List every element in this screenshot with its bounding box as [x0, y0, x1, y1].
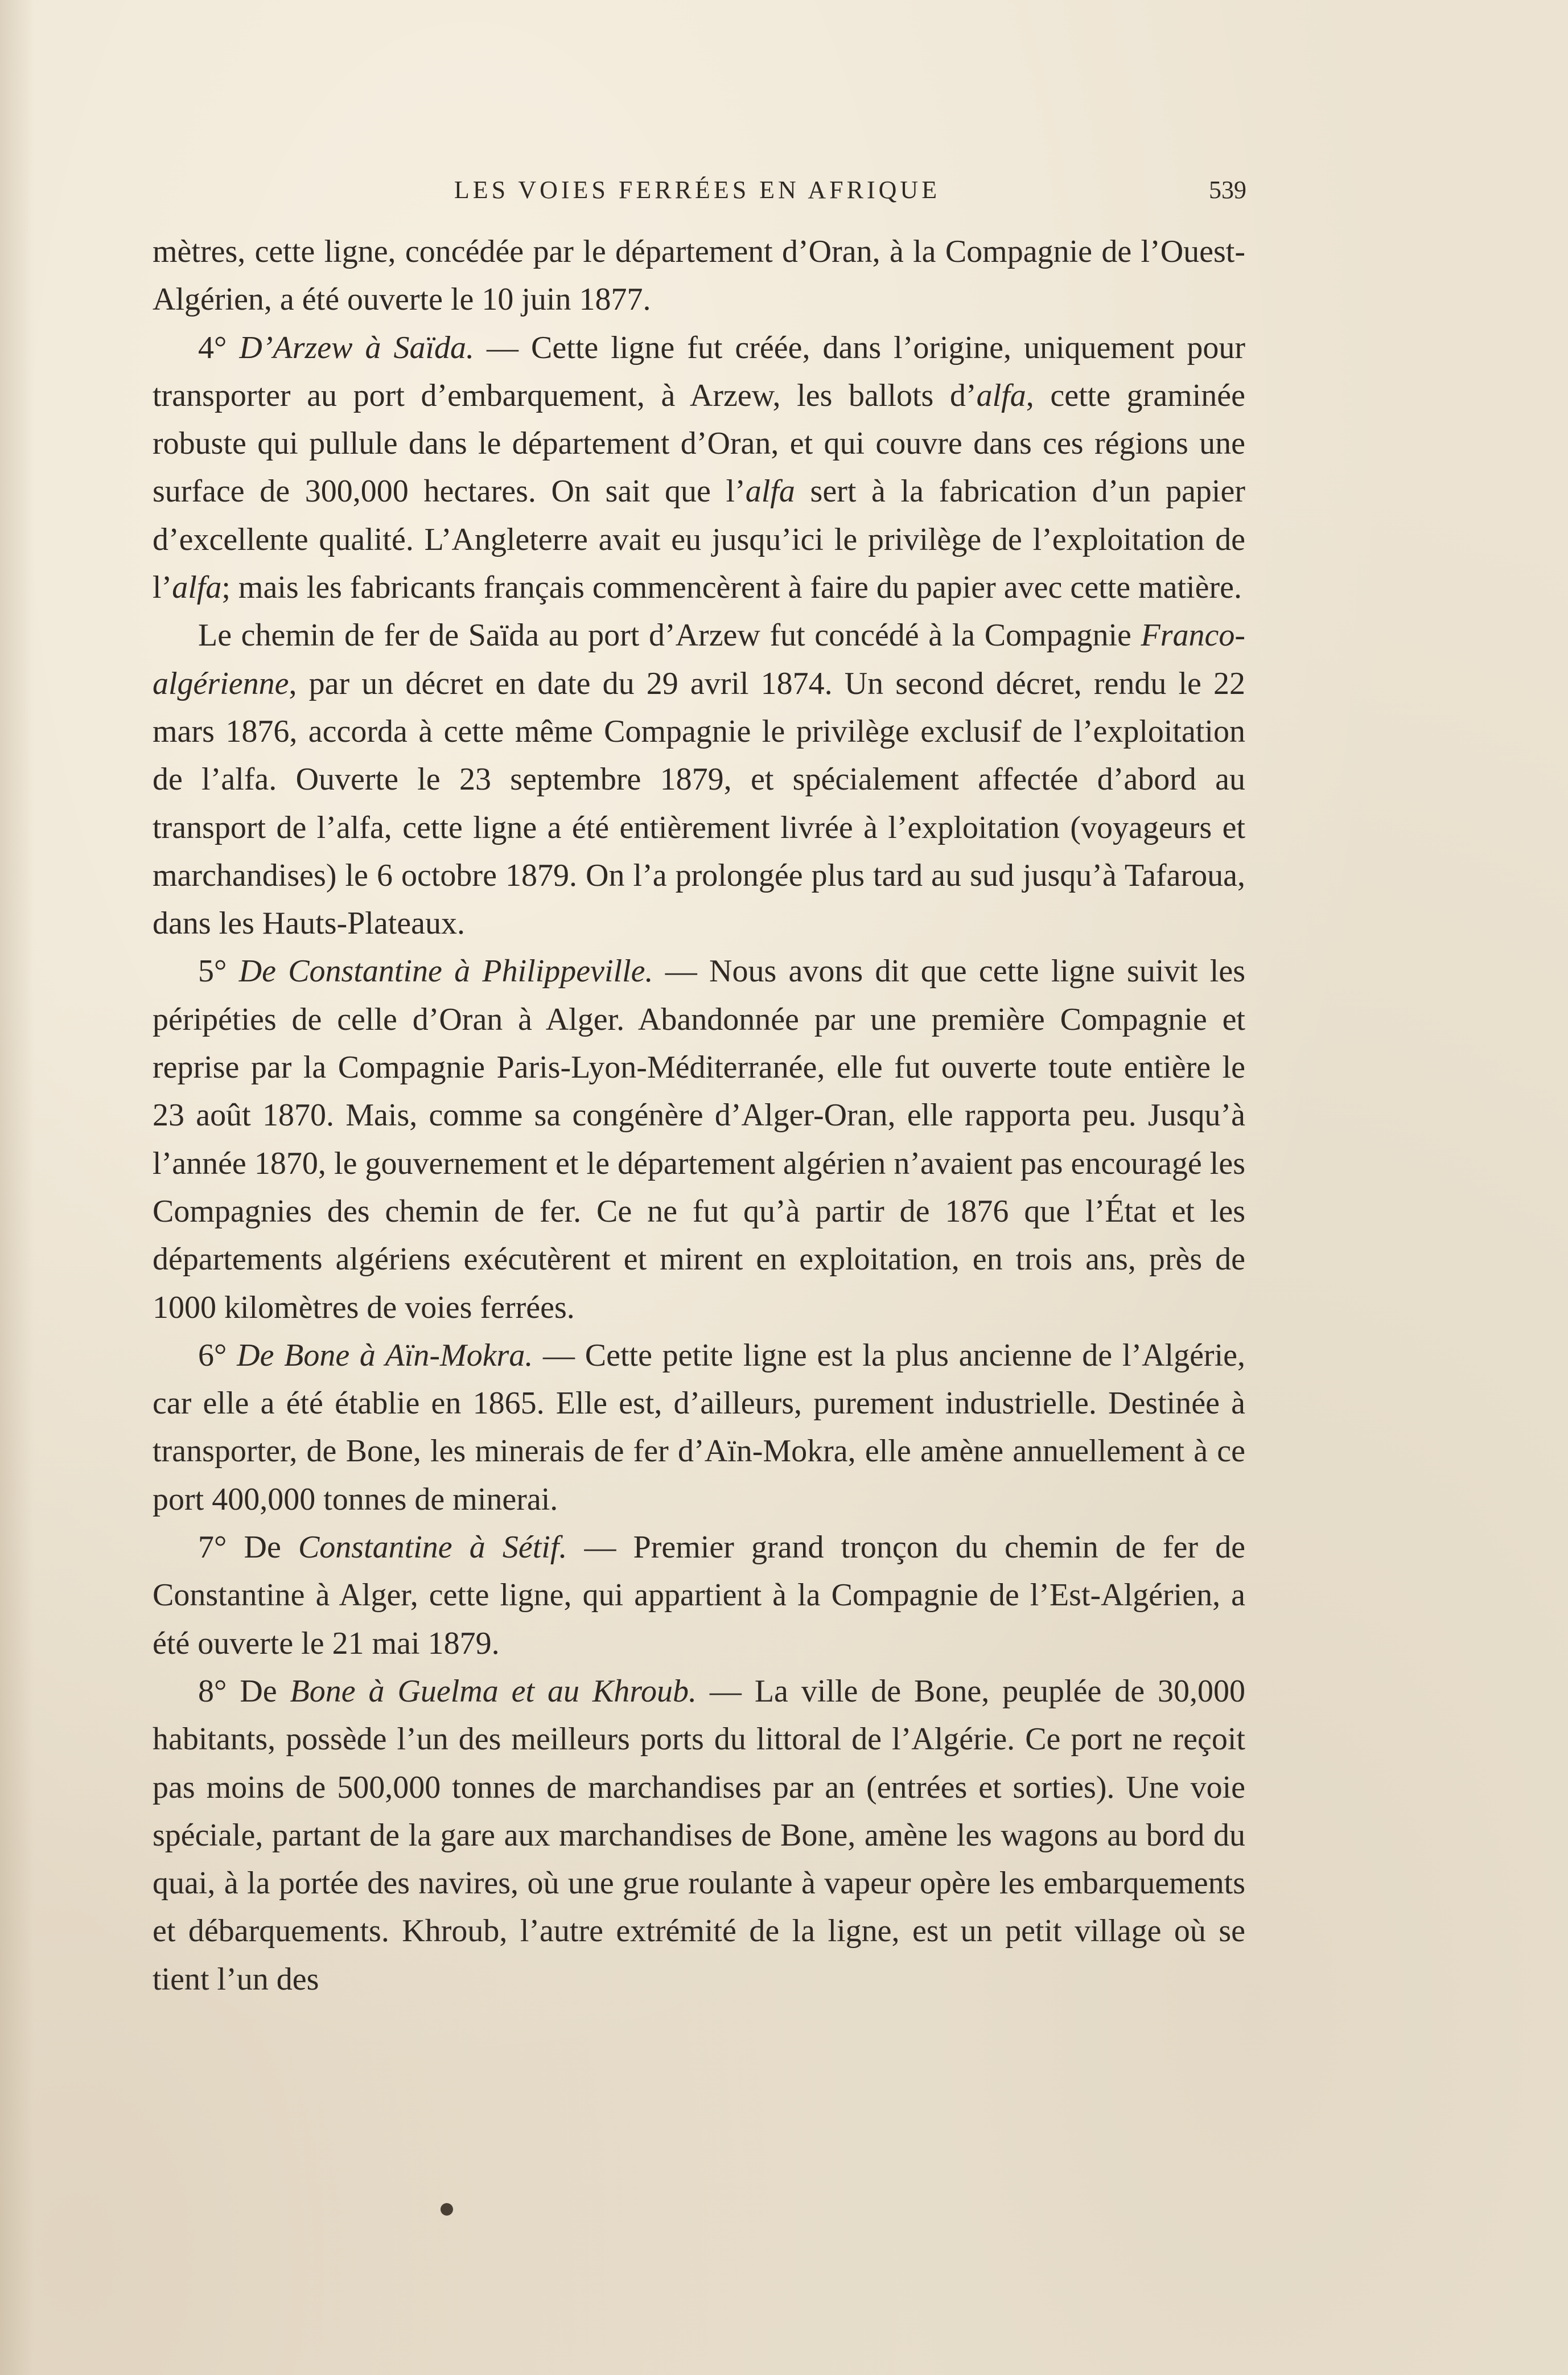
text-run: ; mais les fabricants français commencèrent à faire du papier avec cette matière.: [221, 570, 1242, 606]
body-text: [153, 228, 1245, 2003]
italic-run: alfa: [976, 377, 1026, 413]
text-run: 6°: [198, 1337, 237, 1373]
paragraph-arzew-saida: [153, 324, 1245, 612]
italic-run: alfa: [745, 474, 795, 509]
italic-run: alfa: [172, 570, 222, 606]
italic-run: D’Arzew à Saïda.: [239, 330, 475, 365]
paragraph-constantine-philippeville: [153, 947, 1245, 1331]
text-run: , par un décret en date du 29 avril 1874. Un second décret, rendu le 22 mars 1876, accorda à cette même Compagnie le privilège exclusif de l’exploitation de l’alfa. Ouverte le 23 septembre 1879, et spécialement affectée d’abord au transport de l’alfa, cette ligne a été entièrement livrée à l’exploitation (voyageurs et marchandises) le 6 octobre 1879. On l’a prolongée plus tard au sud jusqu’à Tafaroua, dans les Hauts-Plateaux.: [153, 665, 1245, 942]
paragraph-continuation: [153, 228, 1245, 324]
paragraph-saida-concession: [153, 611, 1245, 947]
text-run: 5°: [198, 954, 239, 989]
text-run: — La ville de Bone, peuplée de 30,000 habitants, possède l’un des meilleurs ports du littoral de l’Algérie. Ce port ne reçoit pas moins de 500,000 tonnes de marchandises par an (entrées et sorties). Une voie spéciale, partant de la gare aux marchandises de Bone, amène les wagons au bord du quai, à la portée des navires, où une grue roulante à vapeur opère les embarquements et débarquements. Khroub, l’autre extrémité de la ligne, est un petit village où se tient l’un des: [153, 1673, 1246, 1997]
text-run: sert à la fabrication d’un papier d’excellente qualité. L’Angleterre avait eu jusqu’ici le privilège de l’exploitation de l’: [153, 474, 1245, 606]
text-run: 8° De: [198, 1673, 290, 1709]
text-run: , cette graminée robuste qui pullule dans le département d’Oran, et qui couvre dans ces régions une surface de 300,000 hectares. On sait que l’: [153, 377, 1246, 509]
text-run: mètres, cette ligne, concédée par le département d’Oran, à la Compagnie de l’Ouest-Algérien, a été ouverte le 10 juin 1877.: [153, 234, 1245, 318]
italic-run: Bone à Guelma et au Khroub.: [290, 1673, 697, 1709]
italic-run: Constantine à Sétif.: [298, 1530, 567, 1565]
italic-run: De Bone à Aïn-Mokra.: [237, 1337, 533, 1373]
text-run: — Cette petite ligne est la plus ancienne de l’Algérie, car elle a été établie en 1865. Elle est, d’ailleurs, purement industrielle. Destinée à transporter, de Bone, les minerais de fer d’Aïn-Mokra, elle amène annuellement à ce port 400,000 tonnes de minerai.: [153, 1337, 1245, 1517]
italic-run: Franco-algérienne: [153, 618, 1245, 701]
running-title: LES VOIES FERRÉES EN AFRIQUE: [454, 176, 941, 204]
text-run: 4°: [198, 330, 240, 365]
paragraph-constantine-setif: [153, 1523, 1245, 1667]
running-header: [148, 171, 1246, 216]
italic-run: De Constantine à Philippeville.: [238, 954, 653, 989]
page-edge-shadow: [0, 0, 34, 2375]
paragraph-bone-ain-mokra: [153, 1332, 1245, 1523]
text-run: Le chemin de fer de Saïda au port d’Arzew fut concédé à la Compagnie: [198, 618, 1141, 654]
text-run: — Premier grand tronçon du chemin de fer de Constantine à Alger, cette ligne, qui appartient à la Compagnie de l’Est-Algérien, a été ouverte le 21 mai 1879.: [153, 1530, 1245, 1661]
text-run: — Cette ligne fut créée, dans l’origine, uniquement pour transporter au port d’embarquement, à Arzew, les ballots d’: [153, 330, 1245, 413]
page-number: 539: [1209, 176, 1246, 204]
printer-dot-ornament: [441, 2203, 453, 2216]
text-run: — Nous avons dit que cette ligne suivit les péripéties de celle d’Oran à Alger. Abandonnée par une première Compagnie et reprise par la Compagnie Paris-Lyon-Méditerranée, elle fut ouverte toute entière le 23 août 1870. Mais, comme sa congénère d’Alger-Oran, elle rapporta peu. Jusqu’à l’année 1870, le gouvernement et le département algérien n’avaient pas encouragé les Compagnies des chemin de fer. Ce ne fut qu’à partir de 1876 que l’État et les départements algériens exécutèrent et mirent en exploitation, en trois ans, près de 1000 kilomètres de voies ferrées.: [153, 954, 1245, 1325]
paragraph-bone-guelma-khroub: [153, 1667, 1245, 2003]
text-run: 7° De: [198, 1530, 298, 1565]
